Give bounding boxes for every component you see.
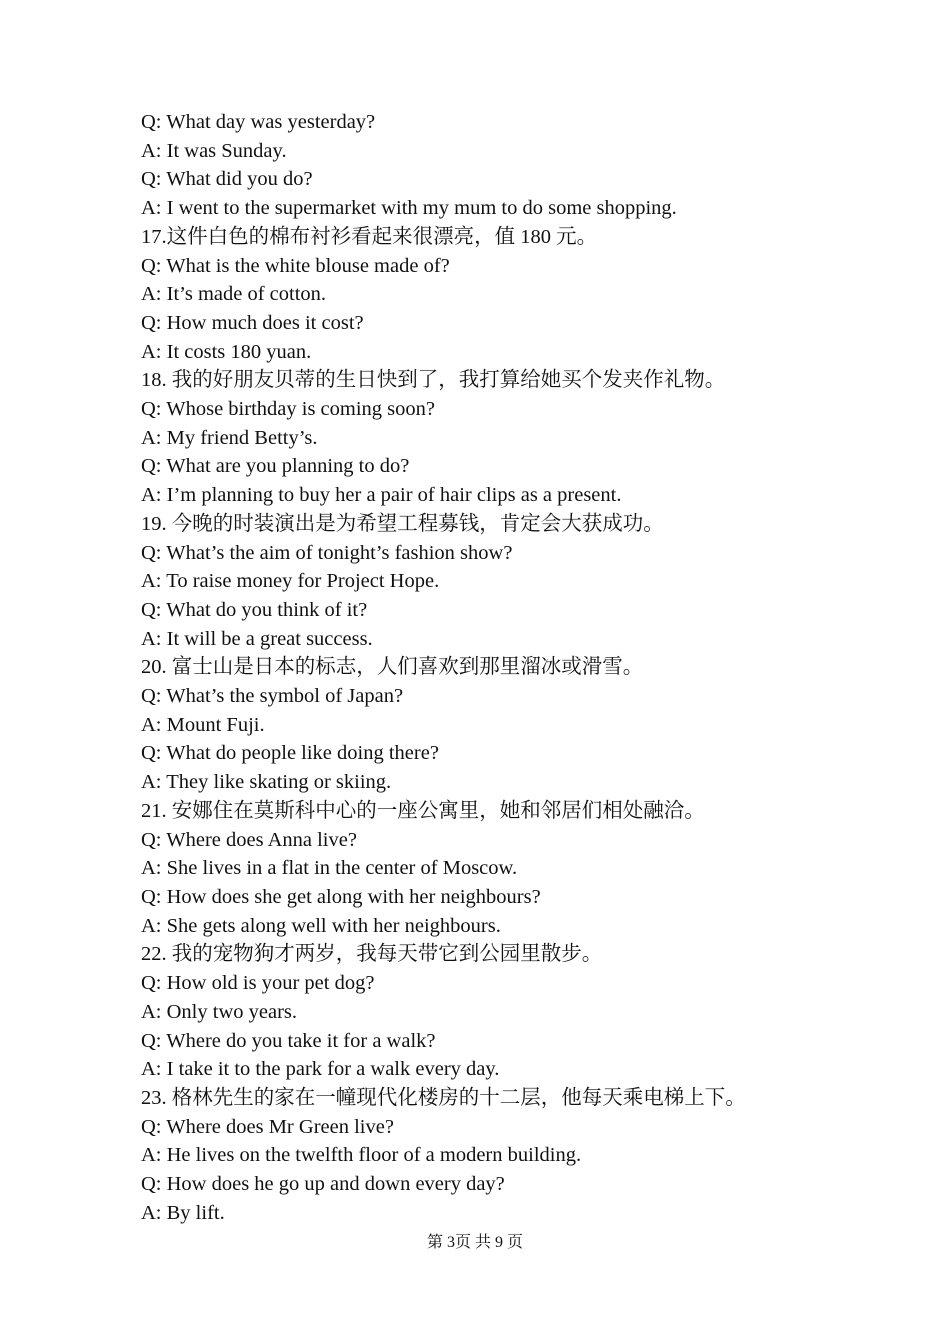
text-line: Q: What do people like doing there? [141, 742, 439, 765]
text-line: Q: What do you think of it? [141, 598, 368, 621]
text-line: A: Mount Fuji. [141, 713, 265, 736]
text-line: A: It will be a great success. [141, 627, 373, 650]
text-line: Q: Where does Mr Green live? [141, 1115, 394, 1138]
footer-suffix: 页 [507, 1234, 524, 1251]
text-line: Q: Where do you take it for a walk? [141, 1029, 436, 1052]
text-line: Q: What’s the aim of tonight’s fashion show? [141, 541, 513, 564]
text-line: A: They like skating or skiing. [141, 771, 392, 794]
text-line: Q: What are you planning to do? [141, 455, 410, 478]
text-line: A: Only two years. [141, 1000, 298, 1023]
text-line: Q: What’s the symbol of Japan? [141, 685, 404, 708]
text-line: A: She gets along well with her neighbours. [141, 914, 501, 937]
item-heading: 21. 安娜住在莫斯科中心的一座公寓里，她和邻居们相处融洽。 [141, 799, 705, 822]
item-heading: 23. 格林先生的家在一幢现代化楼房的十二层，他每天乘电梯上下。 [141, 1086, 746, 1109]
text-line: A: My friend Betty’s. [141, 426, 318, 449]
text-line: A: It was Sunday. [141, 139, 287, 162]
text-line: A: It’s made of cotton. [141, 283, 327, 306]
total-pages: 9 [495, 1234, 503, 1251]
item-heading: 18. 我的好朋友贝蒂的生日快到了，我打算给她买个发夹作礼物。 [141, 369, 726, 392]
qa-content [141, 108, 841, 1227]
page-number: 3 [446, 1234, 455, 1251]
footer-middle: 页 共 [454, 1234, 491, 1251]
text-line: Q: Where does Anna live? [141, 828, 357, 851]
item-heading: 20. 富士山是日本的标志，人们喜欢到那里溜冰或滑雪。 [141, 656, 644, 679]
text-line: Q: How does she get along with her neighbours? [141, 885, 541, 908]
text-line: A: It costs 180 yuan. [141, 340, 312, 363]
page-footer [0, 1229, 950, 1252]
item-heading: 19. 今晚的时装演出是为希望工程募钱，肯定会大获成功。 [141, 512, 664, 535]
text-line: A: I’m planning to buy her a pair of hair clips as a present. [141, 484, 622, 507]
text-line: Q: Whose birthday is coming soon? [141, 398, 435, 421]
footer-prefix: 第 [426, 1234, 443, 1251]
text-line: A: To raise money for Project Hope. [141, 570, 440, 593]
text-line: Q: What did you do? [141, 168, 313, 191]
text-line: Q: What is the white blouse made of? [141, 254, 450, 277]
text-line: A: I went to the supermarket with my mum to do some shopping. [141, 197, 677, 220]
item-heading: 17.这件白色的棉布衬衫看起来很漂亮，值 180 元。 [141, 225, 598, 248]
text-line: Q: What day was yesterday? [141, 111, 376, 133]
text-line: A: By lift. [141, 1201, 225, 1224]
text-line: Q: How does he go up and down every day? [141, 1173, 505, 1196]
text-line: Q: How old is your pet dog? [141, 972, 375, 995]
text-line: A: He lives on the twelfth floor of a modern building. [141, 1144, 582, 1167]
text-line: A: She lives in a flat in the center of Moscow. [141, 857, 518, 880]
text-line: A: I take it to the park for a walk every day. [141, 1058, 500, 1081]
item-heading: 22. 我的宠物狗才两岁，我每天带它到公园里散步。 [141, 943, 603, 966]
text-line: Q: How much does it cost? [141, 311, 364, 334]
